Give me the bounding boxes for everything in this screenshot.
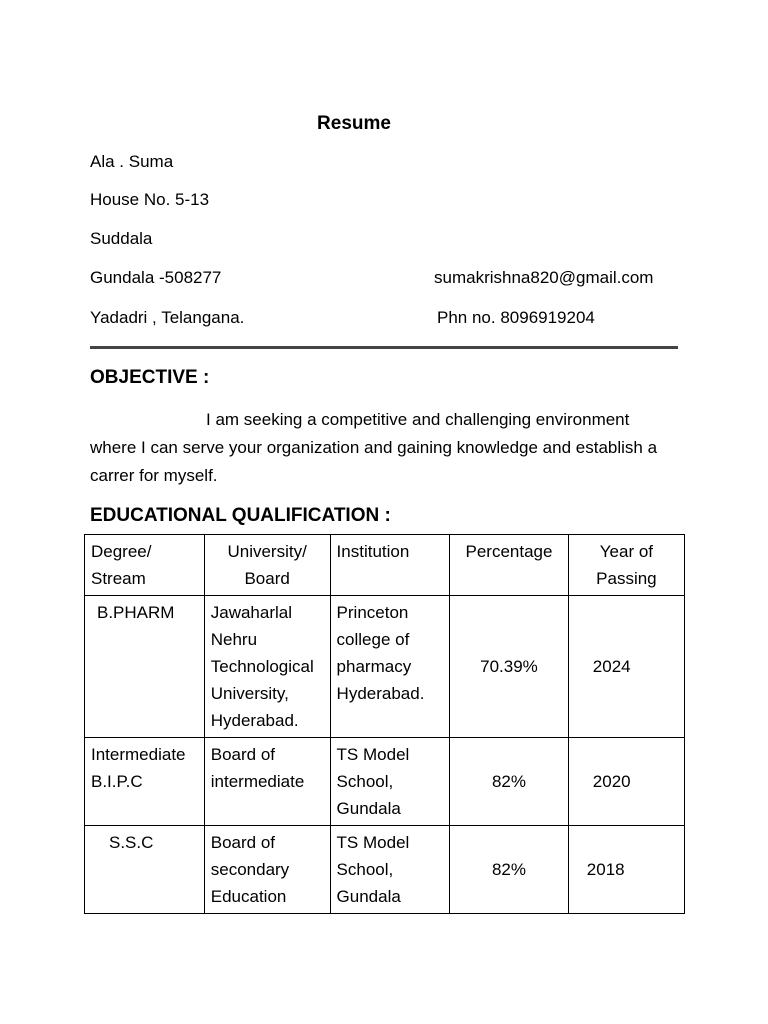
cell-line: Hyderabad. bbox=[210, 711, 299, 730]
cell-degree bbox=[85, 826, 205, 914]
column-header-percentage bbox=[450, 535, 569, 596]
cell-degree bbox=[85, 738, 205, 826]
year-value: 2020 bbox=[592, 772, 631, 791]
cell-year bbox=[568, 826, 684, 914]
table-row bbox=[85, 596, 685, 738]
cell-line: Intermediate bbox=[91, 745, 186, 764]
address-line-3: Gundala -508277 bbox=[90, 268, 222, 287]
cell-institution bbox=[330, 596, 450, 738]
cell-line: University, bbox=[210, 684, 289, 703]
cell-year bbox=[568, 596, 684, 738]
column-header-year bbox=[568, 535, 684, 596]
education-table bbox=[84, 534, 685, 914]
cell-university bbox=[204, 826, 330, 914]
cell-university bbox=[204, 596, 330, 738]
cell-line: B.I.P.C bbox=[91, 772, 143, 791]
column-header-institution bbox=[330, 535, 450, 596]
cell-line: Jawaharlal bbox=[210, 603, 293, 622]
objective-heading: OBJECTIVE : bbox=[90, 367, 210, 388]
objective-paragraph bbox=[90, 406, 680, 490]
objective-text: I am seeking a competitive and challenging environment where I can serve your organization and gaining knowledge and establish a carrer for myself. bbox=[90, 410, 658, 485]
cell-year bbox=[568, 738, 684, 826]
cell-institution bbox=[330, 826, 450, 914]
cell-line: Technological bbox=[210, 657, 314, 676]
phone-number: Phn no. 8096919204 bbox=[437, 308, 595, 327]
percentage-value: 82% bbox=[491, 860, 526, 879]
cell-line: college of bbox=[336, 630, 410, 649]
cell-line: S.S.C bbox=[109, 833, 154, 852]
cell-university bbox=[204, 738, 330, 826]
address-line-1: House No. 5-13 bbox=[90, 190, 210, 209]
column-header-degree bbox=[85, 535, 205, 596]
table-row bbox=[85, 826, 685, 914]
cell-line: School, bbox=[336, 772, 394, 791]
address-line-2: Suddala bbox=[90, 229, 153, 248]
cell-degree bbox=[85, 596, 205, 738]
table-row bbox=[85, 738, 685, 826]
cell-line: pharmacy bbox=[336, 657, 412, 676]
cell-line: intermediate bbox=[210, 772, 305, 791]
cell-line: TS Model bbox=[336, 745, 410, 764]
cell-line: Board of bbox=[210, 833, 276, 852]
cell-line: Board of bbox=[210, 745, 276, 764]
cell-institution bbox=[330, 738, 450, 826]
cell-line: Passing bbox=[596, 569, 657, 588]
percentage-value: 70.39% bbox=[480, 657, 538, 676]
cell-line: Year of bbox=[599, 542, 654, 561]
page-title: Resume bbox=[317, 113, 391, 134]
cell-percentage bbox=[450, 738, 569, 826]
education-heading: EDUCATIONAL QUALIFICATION : bbox=[90, 505, 391, 526]
cell-line: Nehru bbox=[210, 630, 258, 649]
cell-line: Hyderabad. bbox=[336, 684, 425, 703]
cell-line: School, bbox=[336, 860, 394, 879]
percentage-value: 82% bbox=[491, 772, 526, 791]
email-address: sumakrishna820@gmail.com bbox=[434, 268, 654, 287]
cell-line: Gundala bbox=[336, 887, 401, 906]
cell-line: Board bbox=[244, 569, 290, 588]
cell-line: TS Model bbox=[336, 833, 410, 852]
cell-line: secondary bbox=[210, 860, 290, 879]
cell-line: B.PHARM bbox=[97, 603, 175, 622]
cell-line: Princeton bbox=[336, 603, 409, 622]
cell-percentage bbox=[450, 596, 569, 738]
year-value: 2018 bbox=[586, 860, 625, 879]
cell-line: Gundala bbox=[336, 799, 401, 818]
cell-line: Institution bbox=[336, 542, 410, 561]
candidate-name: Ala . Suma bbox=[90, 152, 174, 171]
cell-percentage bbox=[450, 826, 569, 914]
column-header-university bbox=[204, 535, 330, 596]
cell-line: University/ bbox=[227, 542, 307, 561]
cell-line: Degree/ bbox=[91, 542, 152, 561]
cell-line: Percentage bbox=[465, 542, 553, 561]
year-value: 2024 bbox=[592, 657, 631, 676]
cell-line: Education bbox=[210, 887, 287, 906]
table-header-row bbox=[85, 535, 685, 596]
header-divider bbox=[90, 346, 678, 349]
address-line-4: Yadadri , Telangana. bbox=[90, 308, 245, 327]
cell-line: Stream bbox=[91, 569, 146, 588]
